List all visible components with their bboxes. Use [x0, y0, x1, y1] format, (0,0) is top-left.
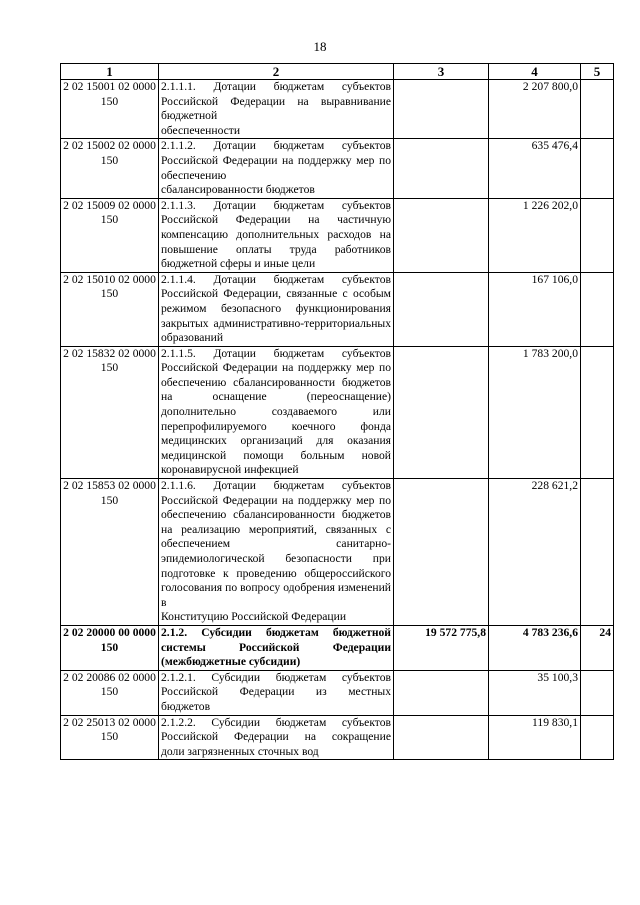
description-last-line: обеспеченности	[161, 123, 241, 137]
column-header: 1	[61, 64, 159, 80]
amount-col4-cell: 2 207 800,0	[489, 80, 581, 139]
description-text: 2.1.1.4. Дотации бюджетам субъектов Российской Федерации, связанные с особым режимом безопасного функционирования закрытых административно-территориальных	[161, 272, 391, 330]
budget-table	[60, 63, 614, 760]
percent-col5-cell	[581, 479, 614, 626]
description-last-line: (межбюджетные субсидии)	[161, 655, 301, 669]
page-number: 18	[313, 39, 327, 54]
budget-code-cell: 2 02 15832 02 0000 150	[61, 346, 159, 478]
description-cell	[159, 272, 394, 346]
table-row	[61, 715, 614, 760]
amount-col4-cell: 4 783 236,6	[489, 625, 581, 670]
amount-col4-cell: 167 106,0	[489, 272, 581, 346]
description-last-line: Конституцию Российской Федерации	[161, 610, 347, 624]
amount-col3-cell	[394, 346, 489, 478]
description-text: 2.1.1.2. Дотации бюджетам субъектов Российской Федерации на поддержку мер по обеспечению	[161, 139, 391, 182]
description-cell	[159, 479, 394, 626]
percent-col5-cell	[581, 80, 614, 139]
description-last-line: бюджетной сферы и иные цели	[161, 257, 316, 271]
budget-code-cell: 2 02 15002 02 0000 150	[61, 139, 159, 198]
percent-col5-cell	[581, 198, 614, 272]
table-header-row	[61, 64, 614, 80]
budget-code-cell: 2 02 25013 02 0000 150	[61, 715, 159, 760]
percent-col5-cell	[581, 139, 614, 198]
amount-col3-cell	[394, 670, 489, 715]
description-cell	[159, 670, 394, 715]
amount-col4-cell: 635 476,4	[489, 139, 581, 198]
table-row	[61, 80, 614, 139]
amount-col3-cell	[394, 272, 489, 346]
table-row	[61, 670, 614, 715]
description-last-line: бюджетов	[161, 699, 211, 713]
description-text: 2.1.1.3. Дотации бюджетам субъектов Российской Федерации на частичную компенсацию дополнительных расходов на повышение оплаты труда работников	[161, 198, 391, 256]
percent-col5-cell	[581, 670, 614, 715]
amount-col4-cell: 35 100,3	[489, 670, 581, 715]
description-cell	[159, 346, 394, 478]
table-row	[61, 479, 614, 626]
description-text: 2.1.1.1. Дотации бюджетам субъектов Российской Федерации на выравнивание бюджетной	[161, 80, 391, 123]
description-cell	[159, 625, 394, 670]
budget-code-cell: 2 02 15001 02 0000 150	[61, 80, 159, 139]
budget-code-cell: 2 02 20086 02 0000 150	[61, 670, 159, 715]
table-row	[61, 346, 614, 478]
budget-code-cell: 2 02 15853 02 0000 150	[61, 479, 159, 626]
table-row	[61, 272, 614, 346]
amount-col4-cell: 1 226 202,0	[489, 198, 581, 272]
amount-col4-cell: 119 830,1	[489, 715, 581, 760]
description-cell	[159, 139, 394, 198]
percent-col5-cell	[581, 715, 614, 760]
description-last-line: коронавирусной инфекцией	[161, 463, 299, 477]
description-cell	[159, 715, 394, 760]
budget-code-cell: 2 02 15010 02 0000 150	[61, 272, 159, 346]
percent-col5-cell	[581, 272, 614, 346]
description-last-line: образований	[161, 331, 224, 345]
table-row	[61, 139, 614, 198]
column-header: 4	[489, 64, 581, 80]
description-cell	[159, 198, 394, 272]
amount-col3-cell	[394, 198, 489, 272]
table-body	[61, 80, 614, 760]
amount-col3-cell	[394, 715, 489, 760]
amount-col4-cell: 1 783 200,0	[489, 346, 581, 478]
column-header: 2	[159, 64, 394, 80]
amount-col4-cell: 228 621,2	[489, 479, 581, 626]
description-text: 2.1.2. Субсидии бюджетам бюджетной системы Российской Федерации	[161, 625, 391, 654]
description-text: 2.1.1.5. Дотации бюджетам субъектов Российской Федерации на поддержку мер по обеспечению сбалансированности бюджетов на оснащение (переоснащение) дополнительно создаваемого или перепрофилируемого коечного фонда медицинских организаций для оказания медицинской помощи больным новой	[161, 346, 391, 462]
amount-col3-cell	[394, 479, 489, 626]
amount-col3-cell: 19 572 775,8	[394, 625, 489, 670]
budget-code-cell: 2 02 15009 02 0000 150	[61, 198, 159, 272]
budget-code-cell: 2 02 20000 00 0000 150	[61, 625, 159, 670]
percent-col5-cell	[581, 346, 614, 478]
amount-col3-cell	[394, 139, 489, 198]
column-header: 3	[394, 64, 489, 80]
table-row	[61, 625, 614, 670]
percent-col5-cell: 24	[581, 625, 614, 670]
description-cell	[159, 80, 394, 139]
description-text: 2.1.1.6. Дотации бюджетам субъектов Российской Федерации на поддержку мер по обеспечению сбалансированности бюджетов на реализацию мероприятий, связанных с обеспечением санитарно-эпидемиологической безопасности при подготовке к проведению общероссийского голосования по вопросу одобрения изменений в	[161, 479, 391, 609]
description-last-line: доли загрязненных сточных вод	[161, 744, 319, 758]
description-text: 2.1.2.1. Субсидии бюджетам субъектов Российской Федерации из местных	[161, 670, 391, 699]
table-row	[61, 198, 614, 272]
description-last-line: сбалансированности бюджетов	[161, 183, 315, 197]
column-header: 5	[581, 64, 614, 80]
amount-col3-cell	[394, 80, 489, 139]
description-text: 2.1.2.2. Субсидии бюджетам субъектов Российской Федерации на сокращение	[161, 715, 391, 744]
